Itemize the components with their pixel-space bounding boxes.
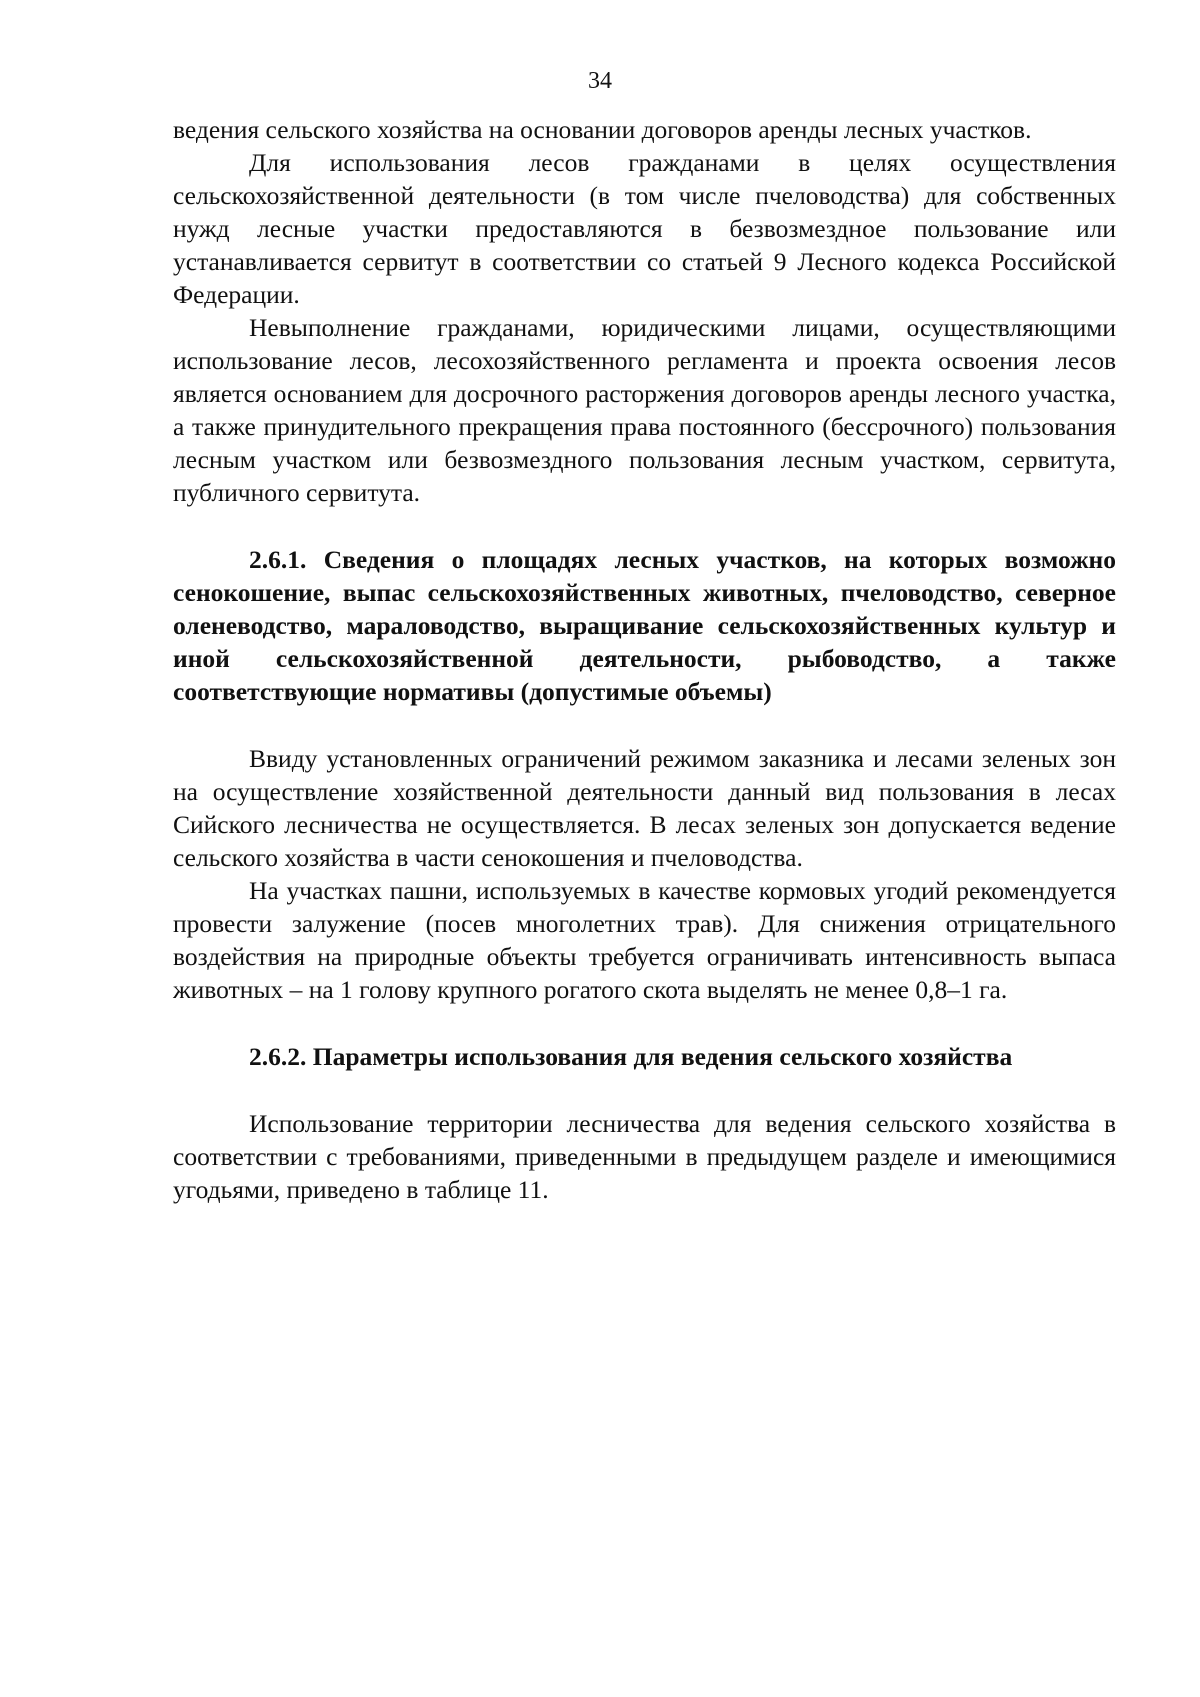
page-content bbox=[173, 113, 1116, 1206]
section-heading-2-6-1: 2.6.1. Сведения о площадях лесных участков, на которых возможно сенокошение, выпас сельскохозяйственных животных, пчеловодство, северное оленеводство, мараловодство, выращивание сельскохозяйственных культур и иной сельскохозяйственной деятельности, рыбоводство, а также соответствующие нормативы (допустимые объемы) bbox=[173, 545, 1116, 706]
spacer bbox=[173, 1006, 1116, 1040]
paragraph-non-compliance: Невыполнение гражданами, юридическими лицами, осуществляющими использование лесов, лесохозяйственного регламента и проекта освоения лесов является основанием для досрочного расторжения договоров аренды лесного участка, а также принудительного прекращения права постоянного (бессрочного) пользования лесным участком или безвозмездного пользования лесным участком, сервитута, публичного сервитута. bbox=[173, 313, 1116, 507]
paragraph-grazing: На участках пашни, используемых в качестве кормовых угодий рекомендуется провести залужение (посев многолетних трав). Для снижения отрицательного воздействия на природные объекты требуется ограничивать интенсивность выпаса животных – на 1 голову крупного рогатого скота выделять не менее 0,8–1 га. bbox=[173, 876, 1116, 1004]
paragraph-restrictions: Ввиду установленных ограничений режимом заказника и лесами зеленых зон на осуществление хозяйственной деятельности данный вид пользования в лесах Сийского лесничества не осуществляется. В лесах зеленых зон допускается ведение сельского хозяйства в части сенокошения и пчеловодства. bbox=[173, 744, 1116, 872]
spacer bbox=[173, 1073, 1116, 1107]
spacer bbox=[173, 509, 1116, 543]
section-heading-2-6-2: 2.6.2. Параметры использования для ведения сельского хозяйства bbox=[249, 1042, 1013, 1071]
page-number: 34 bbox=[588, 68, 612, 94]
paragraph-citizens-use: Для использования лесов гражданами в целях осуществления сельскохозяйственной деятельности (в том числе пчеловодства) для собственных нужд лесные участки предоставляются в безвозмездное пользование или устанавливается сервитут в соответствии со статьей 9 Лесного кодекса Российской Федерации. bbox=[173, 148, 1116, 309]
paragraph-usage-table-ref: Использование территории лесничества для ведения сельского хозяйства в соответствии с требованиями, приведенными в предыдущем разделе и имеющимися угодьями, приведено в таблице 11. bbox=[173, 1109, 1116, 1204]
spacer bbox=[173, 708, 1116, 742]
paragraph-continuation: ведения сельского хозяйства на основании договоров аренды лесных участков. bbox=[173, 115, 1032, 144]
